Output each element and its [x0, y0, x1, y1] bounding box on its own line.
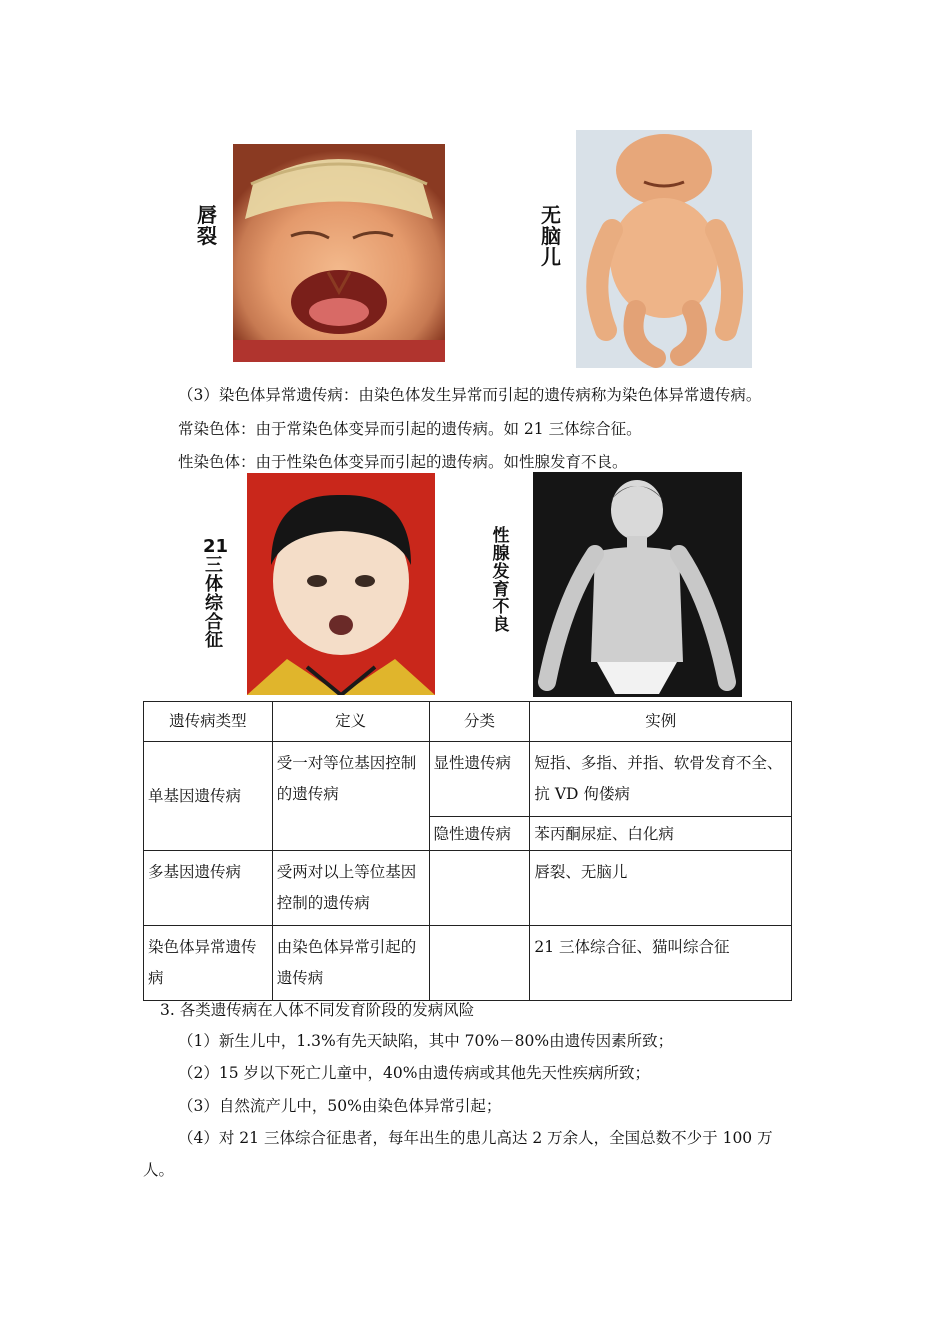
header-example: 实例: [530, 702, 792, 742]
table-row: [144, 742, 792, 817]
anencephaly-label: 无脑儿: [541, 203, 561, 269]
header-type: 遗传病类型: [144, 702, 273, 742]
cell-category: [429, 851, 530, 926]
header-definition: 定义: [272, 702, 429, 742]
cleft-lip-photo: [233, 144, 445, 362]
risk-heading: 3. 各类遗传病在人体不同发育阶段的发病风险: [160, 1001, 475, 1019]
cell-example: 苯丙酮尿症、白化病: [530, 817, 792, 851]
cell-example: 21 三体综合征、猫叫综合征: [530, 926, 792, 1001]
cell-category: [429, 926, 530, 1001]
cell-definition: 由染色体异常引起的遗传病: [272, 926, 429, 1001]
risk-item-2: （2）15 岁以下死亡儿童中，40%由遗传病或其他先天性疾病所致；: [178, 1064, 650, 1082]
risk-item-4-continued: 人。: [143, 1161, 175, 1179]
anencephaly-drawing: [576, 130, 752, 368]
cell-type: 染色体异常遗传病: [144, 926, 273, 1001]
down-syndrome-drawing: [247, 473, 435, 695]
gonadal-dysgenesis-label: 性腺发育不良: [492, 526, 510, 636]
down-syndrome-label: 21三体综合征: [203, 536, 229, 652]
cleft-lip-drawing: [233, 144, 445, 362]
chromosomal-disease-definition: （3）染色体异常遗传病：由染色体发生异常而引起的遗传病称为染色体异常遗传病。: [178, 386, 762, 404]
table-row: [144, 926, 792, 1001]
header-category: 分类: [429, 702, 530, 742]
risk-item-1: （1）新生儿中，1.3%有先天缺陷，其中 70%－80%由遗传因素所致；: [178, 1032, 674, 1050]
anencephaly-photo: [576, 130, 752, 368]
risk-item-3: （3）自然流产儿中，50%由染色体异常引起；: [178, 1097, 502, 1115]
cleft-lip-label: 唇裂: [197, 203, 217, 248]
table-row: [144, 851, 792, 926]
gonadal-dysgenesis-drawing: [533, 472, 742, 697]
cell-definition: 受一对等位基因控制的遗传病: [272, 742, 429, 851]
gonadal-dysgenesis-photo: [533, 472, 742, 697]
cell-category: 隐性遗传病: [429, 817, 530, 851]
table-header-row: [144, 702, 792, 742]
cell-category: 显性遗传病: [429, 742, 530, 817]
cell-type: 单基因遗传病: [144, 742, 273, 851]
cell-example: 短指、多指、并指、软骨发育不全、抗 VD 佝偻病: [530, 742, 792, 817]
sex-chromosome-text: 性染色体：由于性染色体变异而引起的遗传病。如性腺发育不良。: [178, 453, 628, 471]
down-syndrome-photo: [247, 473, 435, 695]
cell-definition: 受两对以上等位基因控制的遗传病: [272, 851, 429, 926]
autosomal-text: 常染色体：由于常染色体变异而引起的遗传病。如 21 三体综合征。: [178, 420, 642, 438]
cell-example: 唇裂、无脑儿: [530, 851, 792, 926]
cell-type: 多基因遗传病: [144, 851, 273, 926]
risk-item-4: （4）对 21 三体综合征患者，每年出生的患儿高达 2 万余人，全国总数不少于 100 万: [178, 1129, 773, 1147]
genetic-disease-table: [143, 701, 792, 1001]
